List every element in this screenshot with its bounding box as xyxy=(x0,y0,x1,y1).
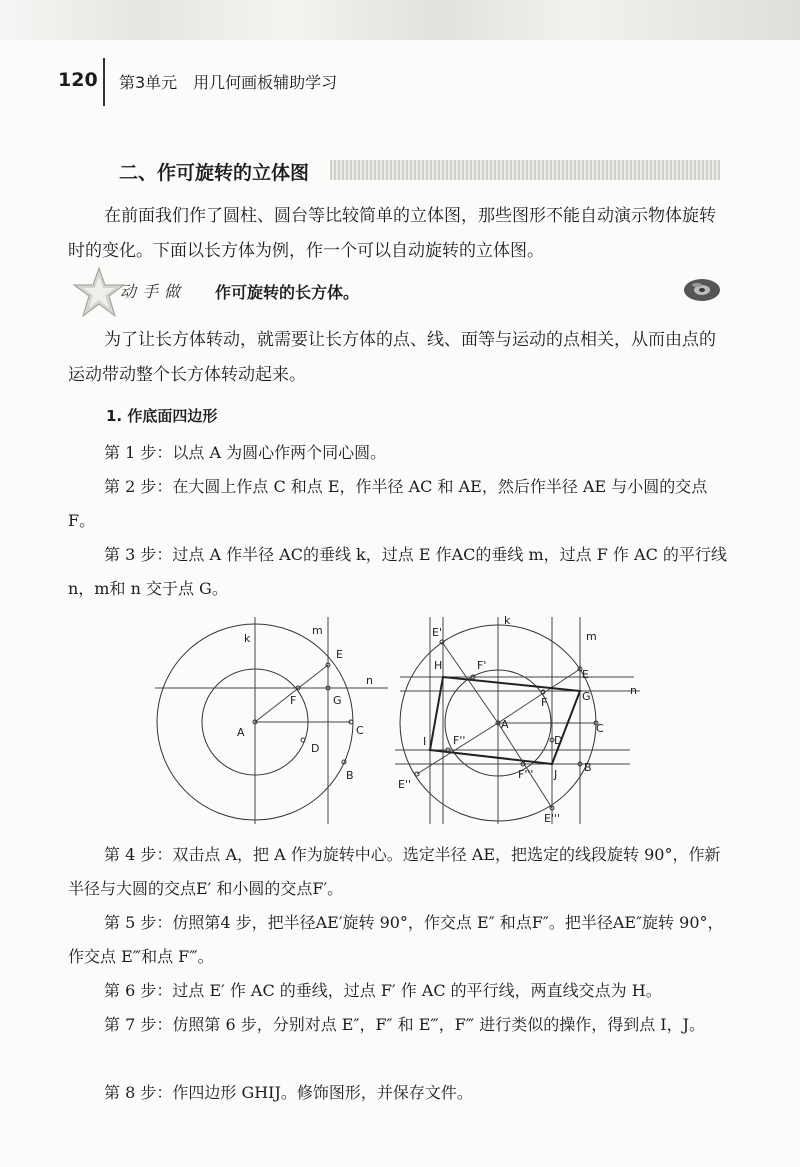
step-2: 第 2 步：在大圆上作点 C 和点 E，作半径 AC 和 AE，然后作半径 AE 与小圆的交点 F。 xyxy=(68,477,708,530)
right-diagram xyxy=(395,614,640,825)
label-k2: k xyxy=(504,614,511,627)
label-H: H xyxy=(434,659,443,672)
subheading: 1. 作底面四边形 xyxy=(106,407,218,425)
step-7: 第 7 步：仿照第 6 步，分别对点 E″，F″ 和 E‴，F‴ 进行类似的操作，得到点 I，J。 xyxy=(104,1015,706,1034)
section-title-bar xyxy=(330,160,720,180)
label-n: n xyxy=(366,674,373,687)
label-B: B xyxy=(346,769,354,782)
label-m2: m xyxy=(586,630,597,643)
page-number: 120 xyxy=(58,69,98,91)
construction-figure xyxy=(140,612,660,830)
label-D2: D xyxy=(554,734,563,747)
label-E2: E xyxy=(582,668,589,681)
step-5: 第 5 步：仿照第4 步，把半径AE′旋转 90°，作交点 E″ 和点F″。把半径AE″旋转 90°，作交点 E‴和点 F‴。 xyxy=(68,913,724,966)
label-B2: B xyxy=(584,761,592,774)
label-k: k xyxy=(244,632,251,645)
header-divider xyxy=(103,58,105,106)
label-I: I xyxy=(423,735,427,748)
activity-title: 作可旋转的长方体。 xyxy=(215,283,360,302)
label-A: A xyxy=(237,726,245,739)
label-E-double: E'' xyxy=(398,778,411,791)
label-G: G xyxy=(333,694,342,707)
label-E: E xyxy=(336,648,343,661)
page-top-texture xyxy=(0,0,800,40)
activity-paragraph: 为了让长方体转动，就需要让长方体的点、线、面等与运动的点相关，从而由点的运动带动整个长方体转动起来。 xyxy=(68,330,716,385)
label-E-prime: E' xyxy=(432,626,442,639)
unit-title: 第3单元 用几何画板辅助学习 xyxy=(119,73,338,92)
step-1: 第 1 步：以点 A 为圆心作两个同心圆。 xyxy=(104,443,387,462)
label-D: D xyxy=(311,742,320,755)
step-6: 第 6 步：过点 E′ 作 AC 的垂线，过点 F′ 作 AC 的平行线，两直线交点为 H。 xyxy=(104,981,662,1000)
step-8: 第 8 步：作四边形 GHIJ。修饰图形，并保存文件。 xyxy=(104,1083,473,1102)
label-E-triple: E''' xyxy=(544,812,561,825)
step-4: 第 4 步：双击点 A，把 A 作为旋转中心。选定半径 AE，把选定的线段旋转 90°，作新半径与大圆的交点E′ 和小圆的交点F′。 xyxy=(68,845,721,898)
label-F-double: F'' xyxy=(453,734,466,747)
label-C: C xyxy=(356,724,364,737)
label-n2: n xyxy=(630,684,637,697)
label-F-triple: F''' xyxy=(518,768,534,781)
disc-icon xyxy=(682,277,722,303)
step-3: 第 3 步：过点 A 作半径 AC的垂线 k，过点 E 作AC的垂线 m，过点 F 作 AC 的平行线 n，m和 n 交于点 G。 xyxy=(68,545,727,598)
label-A2: A xyxy=(501,718,509,731)
label-F: F xyxy=(290,694,297,707)
intro-paragraph: 在前面我们作了圆柱、圆台等比较简单的立体图，那些图形不能自动演示物体旋转时的变化。下面以长方体为例，作一个可以自动旋转的立体图。 xyxy=(68,206,716,261)
left-diagram xyxy=(155,617,388,824)
activity-tag: 动手做 xyxy=(120,282,187,301)
label-C2: C xyxy=(596,722,604,735)
label-J: J xyxy=(554,768,558,781)
label-m: m xyxy=(312,624,323,637)
label-G2: G xyxy=(582,690,591,703)
label-F-prime: F' xyxy=(477,659,487,672)
label-F2: F xyxy=(541,696,548,709)
section-title: 二、作可旋转的立体图 xyxy=(119,162,310,184)
